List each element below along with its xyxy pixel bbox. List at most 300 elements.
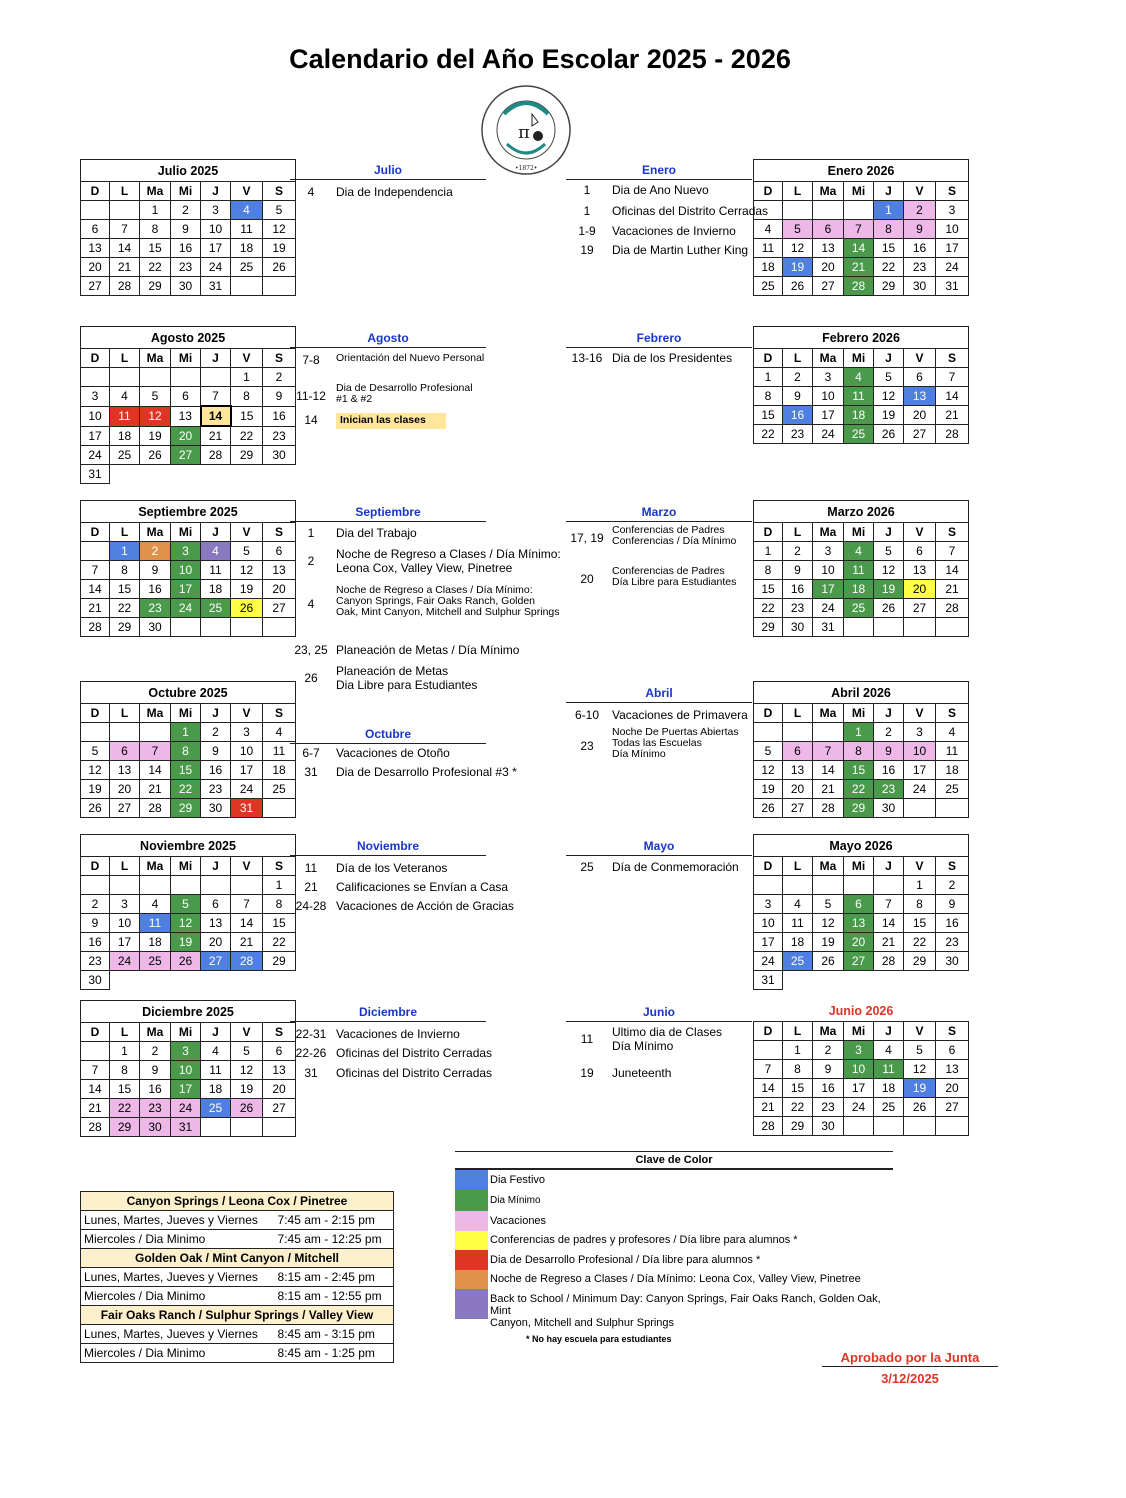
event-date: 11 <box>580 1032 594 1046</box>
day-cell: 15 <box>263 914 296 933</box>
day-cell: 15 <box>140 239 171 258</box>
event-list-header: Abril <box>566 686 752 703</box>
day-cell: 19 <box>81 780 110 799</box>
event-text: Conferencias / Día Mínimo <box>612 535 737 547</box>
month-calendar <box>80 500 296 637</box>
day-cell: 1 <box>754 368 783 387</box>
day-cell: 10 <box>81 406 110 426</box>
day-cell: 5 <box>231 542 263 561</box>
day-cell: 20 <box>263 1080 296 1099</box>
day-cell: 10 <box>171 561 201 580</box>
day-cell <box>263 1118 296 1137</box>
event-date: 11 <box>304 861 318 875</box>
day-cell: 4 <box>874 1041 904 1060</box>
weekday-header: D <box>81 704 110 723</box>
month-title: Febrero 2026 <box>754 327 969 349</box>
weekday-header: Mi <box>171 857 201 876</box>
day-cell <box>874 876 904 895</box>
day-cell: 11 <box>201 1061 231 1080</box>
day-cell: 30 <box>201 799 231 818</box>
day-cell <box>263 799 296 818</box>
weekday-header: Ma <box>813 523 844 542</box>
day-cell: 12 <box>81 761 110 780</box>
schedule-school-group: Canyon Springs / Leona Cox / Pinetree <box>81 1192 394 1211</box>
day-cell: 9 <box>263 387 296 407</box>
day-cell: 22 <box>171 780 201 799</box>
day-cell: 16 <box>813 1079 844 1098</box>
day-cell: 19 <box>874 580 904 599</box>
event-date: 13-16 <box>571 351 603 365</box>
day-cell: 1 <box>844 723 874 742</box>
day-cell <box>140 723 171 742</box>
day-cell: 20 <box>936 1079 969 1098</box>
day-cell: 24 <box>904 780 936 799</box>
color-key-label: Noche de Regreso a Clases / Día Mínimo: Leona Cox, Valley View, Pinetree <box>490 1273 861 1285</box>
day-cell: 4 <box>201 542 231 561</box>
day-cell: 10 <box>844 1060 874 1079</box>
day-cell: 14 <box>936 561 969 580</box>
day-cell: 2 <box>201 723 231 742</box>
day-cell: 31 <box>754 971 783 990</box>
weekday-header: J <box>874 349 904 368</box>
day-cell: 18 <box>201 1080 231 1099</box>
weekday-header: J <box>874 523 904 542</box>
day-cell <box>783 201 813 220</box>
day-cell: 31 <box>231 799 263 818</box>
weekday-header: S <box>263 857 296 876</box>
color-swatch <box>455 1170 488 1190</box>
day-cell: 27 <box>263 1099 296 1118</box>
day-cell: 25 <box>110 446 140 465</box>
day-cell: 1 <box>231 368 263 387</box>
weekday-header: Ma <box>813 182 844 201</box>
event-text: Oficinas del Distrito Cerradas <box>336 1046 493 1060</box>
district-seal-logo <box>474 84 578 176</box>
day-cell: 18 <box>231 239 263 258</box>
weekday-header: L <box>110 523 140 542</box>
day-cell: 23 <box>201 780 231 799</box>
day-cell: 8 <box>844 742 874 761</box>
weekday-header: J <box>874 1022 904 1041</box>
day-cell: 13 <box>813 239 844 258</box>
event-list-header: Agosto <box>290 331 486 348</box>
day-cell: 26 <box>231 1099 263 1118</box>
day-cell <box>171 618 201 637</box>
event-text: Vacaciones de Invierno <box>336 1027 460 1041</box>
weekday-header: V <box>904 182 936 201</box>
day-cell: 7 <box>81 561 110 580</box>
weekday-header: L <box>783 182 813 201</box>
day-cell: 19 <box>231 1080 263 1099</box>
day-cell: 13 <box>263 561 296 580</box>
event-text: Calificaciones se Envían a Casa <box>336 880 509 894</box>
day-cell: 22 <box>231 426 263 446</box>
day-cell: 30 <box>874 799 904 818</box>
day-cell: 15 <box>904 914 936 933</box>
day-cell <box>110 876 140 895</box>
day-cell: 17 <box>201 239 231 258</box>
day-cell: 30 <box>813 1117 844 1136</box>
weekday-header: Mi <box>844 1022 874 1041</box>
day-cell: 22 <box>874 258 904 277</box>
color-swatch <box>455 1250 488 1270</box>
weekday-header: S <box>936 349 969 368</box>
weekday-header: L <box>783 523 813 542</box>
day-cell: 11 <box>140 914 171 933</box>
day-cell: 5 <box>140 387 171 407</box>
day-cell: 19 <box>813 933 844 952</box>
day-cell: 23 <box>263 426 296 446</box>
day-cell: 25 <box>754 277 783 296</box>
weekday-header: D <box>754 1022 783 1041</box>
day-cell: 14 <box>110 239 140 258</box>
day-cell: 18 <box>783 933 813 952</box>
event-text: Día Mínimo <box>612 1039 674 1053</box>
event-text: Noche de Regreso a Clases / Día Mínimo: <box>336 584 533 596</box>
event-date: 22-31 <box>295 1027 327 1041</box>
day-cell: 12 <box>140 406 171 426</box>
schedule-days: Lunes, Martes, Jueves y Viernes <box>81 1211 275 1230</box>
weekday-header: Mi <box>171 523 201 542</box>
weekday-header: D <box>81 1023 110 1042</box>
day-cell: 13 <box>904 561 936 580</box>
day-cell: 8 <box>783 1060 813 1079</box>
color-swatch <box>455 1190 488 1211</box>
month-title: Mayo 2026 <box>754 835 969 857</box>
day-cell: 19 <box>783 258 813 277</box>
day-cell: 1 <box>783 1041 813 1060</box>
day-cell: 25 <box>783 952 813 971</box>
day-cell: 9 <box>171 220 201 239</box>
day-cell: 22 <box>140 258 171 277</box>
day-cell: 7 <box>874 895 904 914</box>
weekday-header: V <box>231 349 263 368</box>
day-cell: 17 <box>904 761 936 780</box>
day-cell <box>936 1117 969 1136</box>
day-cell: 18 <box>874 1079 904 1098</box>
day-cell: 28 <box>81 618 110 637</box>
day-cell: 1 <box>263 876 296 895</box>
event-text: Dia Libre para Estudiantes <box>336 678 478 692</box>
month-calendar <box>80 681 296 818</box>
event-text: Inician las clases <box>336 413 446 429</box>
day-cell <box>874 1117 904 1136</box>
day-cell <box>936 618 969 637</box>
schedule-hours: 7:45 am - 12:25 pm <box>275 1230 394 1249</box>
weekday-header: L <box>110 704 140 723</box>
day-cell: 13 <box>844 914 874 933</box>
day-cell <box>783 876 813 895</box>
day-cell: 16 <box>81 933 110 952</box>
day-cell: 28 <box>936 599 969 618</box>
month-title: Enero 2026 <box>754 160 969 182</box>
day-cell: 3 <box>813 368 844 387</box>
event-text: Oficinas del Distrito Cerradas <box>612 204 769 218</box>
day-cell: 8 <box>110 561 140 580</box>
day-cell: 25 <box>874 1098 904 1117</box>
weekday-header: D <box>754 857 783 876</box>
day-cell: 11 <box>201 561 231 580</box>
day-cell <box>783 723 813 742</box>
weekday-header: V <box>904 704 936 723</box>
day-cell: 12 <box>231 1061 263 1080</box>
event-date: 23 <box>580 739 594 753</box>
weekday-header: L <box>783 1022 813 1041</box>
day-cell: 10 <box>110 914 140 933</box>
day-cell: 4 <box>263 723 296 742</box>
day-cell: 9 <box>904 220 936 239</box>
day-cell <box>140 368 171 387</box>
day-cell: 23 <box>904 258 936 277</box>
event-date: 6-10 <box>574 708 600 722</box>
day-cell: 16 <box>783 406 813 425</box>
event-date: 1 <box>583 204 591 218</box>
approval-text: Aprobado por la Junta <box>822 1350 998 1367</box>
day-cell: 14 <box>813 761 844 780</box>
day-cell: 16 <box>936 914 969 933</box>
day-cell: 11 <box>783 914 813 933</box>
event-date: 21 <box>304 880 318 894</box>
weekday-header: Mi <box>844 349 874 368</box>
day-cell: 25 <box>844 425 874 444</box>
day-cell: 14 <box>844 239 874 258</box>
day-cell: 31 <box>171 1118 201 1137</box>
day-cell: 24 <box>231 780 263 799</box>
event-text: Todas las Escuelas <box>612 737 702 749</box>
day-cell: 21 <box>936 406 969 425</box>
color-key-label: Canyon, Mitchell and Sulphur Springs <box>490 1317 675 1329</box>
day-cell: 20 <box>904 580 936 599</box>
event-list-header: Enero <box>566 163 752 180</box>
color-key-row <box>455 1190 893 1211</box>
day-cell: 17 <box>81 426 110 446</box>
day-cell: 21 <box>844 258 874 277</box>
day-cell: 26 <box>813 952 844 971</box>
day-cell: 27 <box>110 799 140 818</box>
day-cell <box>754 723 783 742</box>
day-cell: 16 <box>783 580 813 599</box>
day-cell: 17 <box>110 933 140 952</box>
day-cell <box>263 277 296 296</box>
day-cell: 26 <box>904 1098 936 1117</box>
month-calendar <box>80 834 296 990</box>
schedule-hours: 8:15 am - 2:45 pm <box>275 1268 394 1287</box>
color-key-label: Conferencias de padres y profesores / Día libre para alumnos * <box>490 1234 798 1246</box>
event-list-header: Junio <box>566 1005 752 1022</box>
day-cell: 4 <box>936 723 969 742</box>
event-text: Vacaciones de Otoño <box>336 746 450 760</box>
day-cell: 7 <box>936 368 969 387</box>
day-cell: 2 <box>783 368 813 387</box>
event-list-header: Octubre <box>290 727 486 744</box>
day-cell: 2 <box>813 1041 844 1060</box>
day-cell: 14 <box>874 914 904 933</box>
color-key-label: Dia de Desarrollo Profesional / Día libre para alumnos * <box>490 1254 761 1266</box>
day-cell: 18 <box>140 933 171 952</box>
weekday-header: V <box>231 523 263 542</box>
day-cell <box>231 618 263 637</box>
day-cell: 16 <box>874 761 904 780</box>
day-cell: 11 <box>110 406 140 426</box>
day-cell: 26 <box>754 799 783 818</box>
day-cell <box>813 723 844 742</box>
event-date: 19 <box>580 1066 594 1080</box>
day-cell: 9 <box>140 561 171 580</box>
color-swatch <box>455 1231 488 1250</box>
month-title: Junio 2026 <box>754 1000 969 1022</box>
event-text: Leona Cox, Valley View, Pinetree <box>336 561 513 575</box>
day-cell: 5 <box>754 742 783 761</box>
day-cell: 26 <box>783 277 813 296</box>
event-text: Noche de Regreso a Clases / Día Mínimo: <box>336 547 561 561</box>
day-cell: 11 <box>936 742 969 761</box>
day-cell: 4 <box>231 201 263 220</box>
day-cell: 6 <box>263 542 296 561</box>
event-date: 26 <box>304 671 318 685</box>
weekday-header: Mi <box>171 349 201 368</box>
day-cell: 8 <box>140 220 171 239</box>
day-cell: 9 <box>783 387 813 406</box>
weekday-header: V <box>231 1023 263 1042</box>
event-text: Noche De Puertas Abiertas <box>612 726 739 738</box>
weekday-header: S <box>936 1022 969 1041</box>
day-cell: 11 <box>754 239 783 258</box>
day-cell: 30 <box>904 277 936 296</box>
event-date: 19 <box>580 243 594 257</box>
day-cell: 22 <box>904 933 936 952</box>
color-key-label: Vacaciones <box>490 1215 547 1227</box>
schedule-school-group: Fair Oaks Ranch / Sulphur Springs / Valley View <box>81 1306 394 1325</box>
day-cell: 16 <box>140 1080 171 1099</box>
day-cell: 21 <box>231 933 263 952</box>
weekday-header: D <box>754 182 783 201</box>
weekday-header: D <box>754 704 783 723</box>
day-cell <box>81 368 110 387</box>
day-cell: 8 <box>231 387 263 407</box>
day-cell: 21 <box>813 780 844 799</box>
weekday-header: Mi <box>171 182 201 201</box>
day-cell: 31 <box>201 277 231 296</box>
day-cell: 2 <box>263 368 296 387</box>
day-cell <box>844 876 874 895</box>
event-text: Conferencias de Padres <box>612 565 725 577</box>
day-cell <box>81 201 110 220</box>
day-cell: 4 <box>110 387 140 407</box>
event-date: 11-12 <box>296 389 326 403</box>
weekday-header: D <box>81 182 110 201</box>
weekday-header: S <box>936 857 969 876</box>
day-cell: 19 <box>231 580 263 599</box>
day-cell: 21 <box>874 933 904 952</box>
event-text: Canyon Springs, Fair Oaks Ranch, Golden <box>336 595 536 607</box>
day-cell: 28 <box>110 277 140 296</box>
day-cell: 10 <box>813 561 844 580</box>
day-cell: 7 <box>754 1060 783 1079</box>
day-cell <box>904 618 936 637</box>
weekday-header: D <box>754 349 783 368</box>
day-cell: 23 <box>813 1098 844 1117</box>
event-text: Oficinas del Distrito Cerradas <box>336 1066 493 1080</box>
day-cell: 29 <box>110 1118 140 1137</box>
day-cell: 24 <box>936 258 969 277</box>
month-calendar <box>80 1000 296 1137</box>
day-cell <box>904 1117 936 1136</box>
day-cell: 17 <box>231 761 263 780</box>
day-cell: 14 <box>231 914 263 933</box>
weekday-header: Ma <box>813 857 844 876</box>
day-cell: 2 <box>936 876 969 895</box>
weekday-header: Mi <box>844 857 874 876</box>
day-cell: 18 <box>110 426 140 446</box>
day-cell: 22 <box>110 1099 140 1118</box>
day-cell: 3 <box>110 895 140 914</box>
event-list-header: Febrero <box>566 331 752 348</box>
day-cell: 25 <box>201 1099 231 1118</box>
day-cell <box>171 368 201 387</box>
event-text: Día Libre para Estudiantes <box>612 576 737 588</box>
weekday-header: S <box>936 704 969 723</box>
weekday-header: J <box>874 704 904 723</box>
month-calendar <box>753 681 969 818</box>
weekday-header: S <box>936 523 969 542</box>
event-date: 14 <box>304 413 318 427</box>
event-date: 22-26 <box>295 1046 327 1060</box>
color-key-label: Back to School / Minimum Day: Canyon Springs, Fair Oaks Ranch, Golden Oak, Mint <box>490 1293 881 1317</box>
day-cell: 18 <box>754 258 783 277</box>
day-cell <box>81 723 110 742</box>
day-cell <box>110 201 140 220</box>
schedule-days: Miercoles / Dia Minimo <box>81 1230 275 1249</box>
weekday-header: Mi <box>844 182 874 201</box>
day-cell: 11 <box>263 742 296 761</box>
day-cell: 9 <box>874 742 904 761</box>
weekday-header: L <box>110 182 140 201</box>
day-cell: 16 <box>171 239 201 258</box>
day-cell: 1 <box>110 1042 140 1061</box>
event-text: Día Mínimo <box>612 748 666 760</box>
day-cell <box>201 876 231 895</box>
event-date: 7-8 <box>302 353 320 367</box>
day-cell: 9 <box>81 914 110 933</box>
bell-schedule-table <box>80 1191 394 1363</box>
day-cell: 31 <box>813 618 844 637</box>
day-cell: 12 <box>171 914 201 933</box>
day-cell: 30 <box>140 1118 171 1137</box>
day-cell: 20 <box>904 406 936 425</box>
day-cell: 27 <box>171 446 201 465</box>
day-cell: 6 <box>936 1041 969 1060</box>
day-cell: 12 <box>231 561 263 580</box>
day-cell: 6 <box>783 742 813 761</box>
color-key-title: Clave de Color <box>455 1151 893 1170</box>
day-cell: 25 <box>231 258 263 277</box>
day-cell: 14 <box>81 580 110 599</box>
color-swatch <box>455 1270 488 1289</box>
day-cell: 21 <box>201 426 231 446</box>
day-cell: 4 <box>844 368 874 387</box>
svg-text:π: π <box>518 122 530 143</box>
day-cell: 20 <box>783 780 813 799</box>
day-cell: 3 <box>813 542 844 561</box>
day-cell: 3 <box>936 201 969 220</box>
day-cell <box>844 201 874 220</box>
month-title: Agosto 2025 <box>81 327 296 349</box>
day-cell: 29 <box>140 277 171 296</box>
day-cell: 10 <box>754 914 783 933</box>
day-cell: 28 <box>813 799 844 818</box>
schedule-hours: 8:45 am - 3:15 pm <box>275 1325 394 1344</box>
month-calendar <box>753 159 969 296</box>
